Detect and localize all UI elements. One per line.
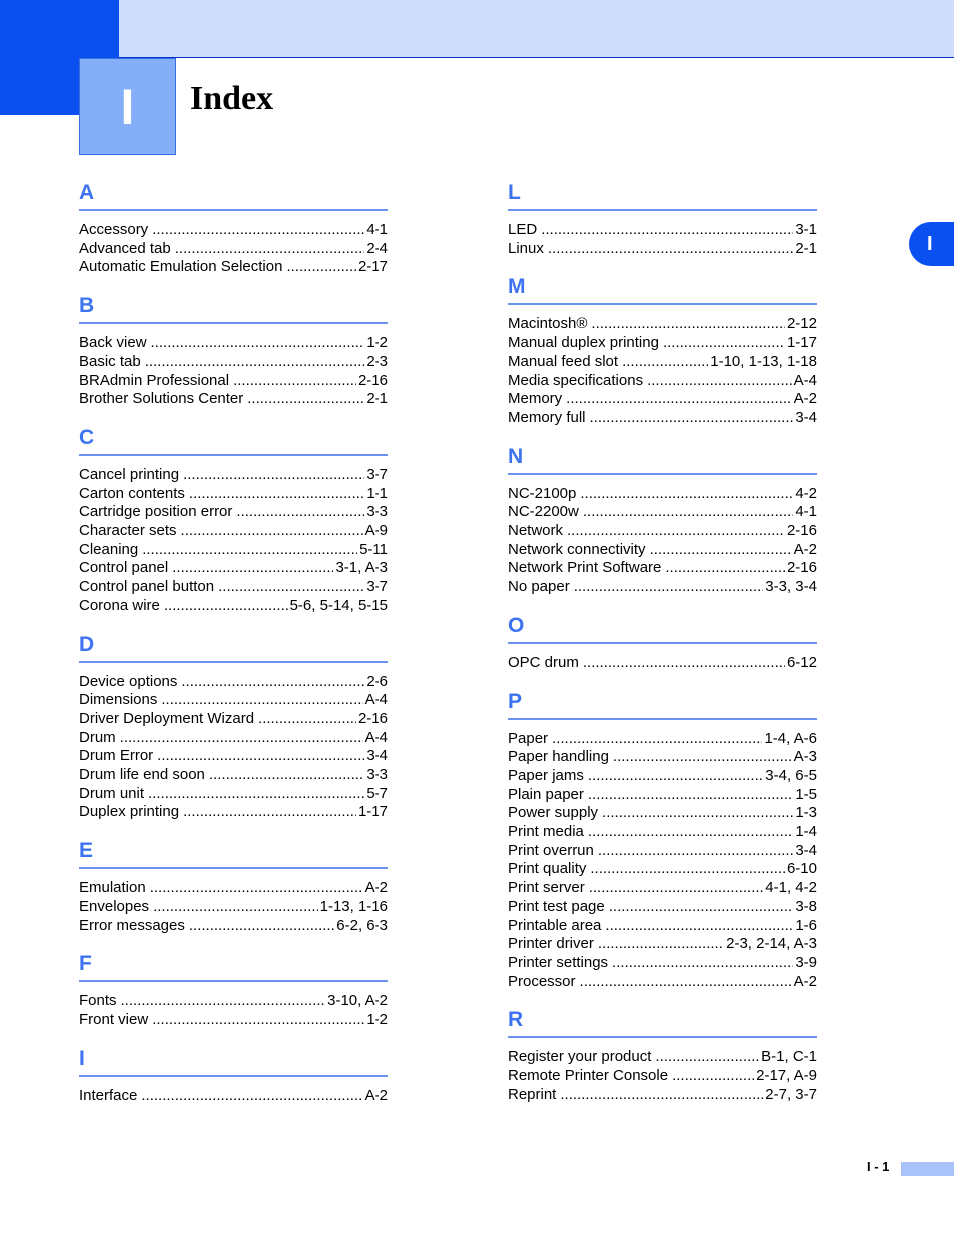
dot-leader <box>622 353 708 372</box>
dot-leader <box>152 1011 364 1030</box>
entry-pages: 6-2, 6-3 <box>336 916 388 934</box>
entry-pages: A-4 <box>364 728 388 746</box>
index-entry[interactable] <box>508 1067 817 1086</box>
index-entry[interactable] <box>508 240 817 259</box>
section-divider <box>508 473 817 475</box>
entry-term: Control panel button <box>79 578 215 596</box>
dot-leader <box>161 691 362 710</box>
chapter-side-tab[interactable]: I <box>909 222 954 266</box>
entry-term: Device options <box>79 672 178 690</box>
index-entry[interactable] <box>79 673 388 692</box>
entry-pages: A-2 <box>793 390 817 408</box>
entry-term: Back view <box>79 334 147 352</box>
index-entry[interactable] <box>508 917 817 936</box>
index-entry[interactable] <box>508 767 817 786</box>
dot-leader <box>209 766 364 785</box>
section-divider <box>508 718 817 720</box>
dot-leader <box>612 954 793 973</box>
entry-pages: 3-3, 3-4 <box>765 578 817 596</box>
dot-leader <box>164 597 288 616</box>
entry-term: Register your product <box>508 1048 652 1066</box>
section-letter: F <box>79 952 92 976</box>
index-entry[interactable] <box>508 954 817 973</box>
dot-leader <box>588 786 793 805</box>
index-entry[interactable] <box>508 372 817 391</box>
entry-term: NC-2200w <box>508 503 579 521</box>
entry-pages: 3-9 <box>795 953 817 971</box>
entry-pages: A-2 <box>364 1086 388 1104</box>
index-entry[interactable] <box>79 898 388 917</box>
entry-pages: 3-3 <box>366 503 388 521</box>
entry-pages: 3-1 <box>795 221 817 238</box>
index-section <box>79 180 388 277</box>
entry-pages: 4-2 <box>795 484 817 502</box>
section-letter: L <box>508 181 521 204</box>
entry-term: Control panel <box>79 559 169 577</box>
entry-pages: A-2 <box>793 540 817 558</box>
entry-pages: 3-7 <box>366 578 388 596</box>
entry-pages: 2-16 <box>357 709 388 727</box>
entry-pages: 6-12 <box>786 653 817 671</box>
index-entry[interactable] <box>79 372 388 391</box>
entry-term: Carton contents <box>79 484 185 502</box>
index-entry[interactable] <box>79 785 388 804</box>
dot-leader <box>142 541 357 560</box>
dot-leader <box>541 221 793 240</box>
entry-term: Character sets <box>79 522 177 540</box>
entry-pages: 1-6 <box>795 916 817 934</box>
index-entry[interactable] <box>79 597 388 616</box>
entry-pages: 2-3 <box>366 352 388 370</box>
dot-leader <box>218 578 364 597</box>
page-title: Index <box>190 80 274 117</box>
entry-pages: 2-17, A-9 <box>756 1067 817 1085</box>
entry-pages: 1-4 <box>795 823 817 841</box>
entry-term: Corona wire <box>79 596 160 614</box>
index-entry[interactable] <box>79 503 388 522</box>
index-section <box>79 632 388 823</box>
entry-pages: 4-1 <box>366 221 388 238</box>
index-entry[interactable] <box>79 559 388 578</box>
dot-leader <box>157 747 364 766</box>
section-letter: M <box>508 275 526 299</box>
index-entry[interactable] <box>79 221 388 240</box>
entry-term: Printable area <box>508 916 602 934</box>
dot-leader <box>613 748 792 767</box>
dot-leader <box>145 353 365 372</box>
index-entry[interactable] <box>508 935 817 954</box>
index-entry[interactable] <box>508 522 817 541</box>
index-entry[interactable] <box>508 879 817 898</box>
entry-pages: 3-8 <box>795 897 817 915</box>
index-entry[interactable] <box>508 654 817 673</box>
dot-leader <box>181 673 364 692</box>
dot-leader <box>247 390 364 409</box>
entry-pages: 3-10, A-2 <box>327 992 388 1010</box>
dot-leader <box>605 917 793 936</box>
entry-term: Macintosh® <box>508 315 588 333</box>
entry-term: Basic tab <box>79 352 141 370</box>
entry-term: OPC drum <box>508 653 579 671</box>
index-entry[interactable] <box>79 710 388 729</box>
entry-pages: 1-2 <box>366 334 388 352</box>
dot-leader <box>151 334 365 353</box>
dot-leader <box>588 823 793 842</box>
entry-pages: 2-6 <box>366 672 388 690</box>
index-section <box>508 689 817 992</box>
entry-pages: 2-7, 3-7 <box>765 1085 817 1103</box>
index-entry[interactable] <box>79 1011 388 1030</box>
entry-term: Media specifications <box>508 371 644 389</box>
entry-term: Paper handling <box>508 748 609 766</box>
entry-pages: 3-4, 6-5 <box>765 766 817 784</box>
dot-leader <box>183 803 356 822</box>
entry-pages: 3-7 <box>366 465 388 483</box>
dot-leader <box>602 804 793 823</box>
section-divider <box>79 209 388 211</box>
dot-leader <box>574 578 764 597</box>
index-entry[interactable] <box>79 992 388 1011</box>
dot-leader <box>286 258 356 277</box>
entry-term: Drum Error <box>79 747 154 765</box>
index-entry[interactable] <box>508 842 817 861</box>
entry-pages: 1-10, 1-13, 1-18 <box>710 352 817 370</box>
index-section <box>508 444 817 597</box>
index-entry[interactable] <box>79 1087 388 1106</box>
dot-leader <box>233 372 356 391</box>
dot-leader <box>236 503 364 522</box>
index-entry[interactable] <box>79 485 388 504</box>
index-entry[interactable] <box>508 748 817 767</box>
index-entry[interactable] <box>79 466 388 485</box>
index-entry[interactable] <box>79 522 388 541</box>
index-entry[interactable] <box>508 1086 817 1105</box>
entry-term: Cancel printing <box>79 465 180 483</box>
entry-pages: 1-13, 1-16 <box>319 897 388 915</box>
index-entry[interactable] <box>508 409 817 428</box>
dot-leader <box>189 917 334 936</box>
index-section <box>508 1007 817 1104</box>
entry-term: Automatic Emulation Selection <box>79 258 283 276</box>
entry-term: Linux <box>508 239 544 257</box>
entry-term: Print overrun <box>508 841 594 859</box>
dot-leader <box>590 409 794 428</box>
dot-leader <box>548 240 793 259</box>
dot-leader <box>647 372 792 391</box>
dot-leader <box>589 879 764 898</box>
section-letter: N <box>508 444 524 468</box>
index-entry[interactable] <box>79 879 388 898</box>
dot-leader <box>121 992 326 1011</box>
index-section <box>79 1046 388 1106</box>
dot-leader <box>580 973 792 992</box>
dot-leader <box>567 522 785 541</box>
entry-pages: A-9 <box>364 522 388 540</box>
dot-leader <box>650 541 792 560</box>
entry-term: No paper <box>508 578 570 596</box>
index-entry[interactable] <box>79 766 388 785</box>
index-section <box>79 293 388 409</box>
index-entry[interactable] <box>79 240 388 259</box>
entry-pages: 2-3, 2-14, A-3 <box>726 935 817 953</box>
entry-term: Network <box>508 522 564 540</box>
section-letter: I <box>79 1046 85 1070</box>
entry-pages: 1-1 <box>366 484 388 502</box>
entry-pages: A-2 <box>364 879 388 897</box>
entry-term: Error messages <box>79 916 185 934</box>
index-entry[interactable] <box>508 503 817 522</box>
entry-pages: 2-1 <box>366 390 388 408</box>
entry-term: Printer settings <box>508 953 609 971</box>
footer-accent-bar <box>901 1162 954 1176</box>
entry-pages: 1-3 <box>795 804 817 822</box>
section-divider <box>79 867 388 869</box>
entry-pages: A-3 <box>793 748 817 766</box>
index-entry[interactable] <box>79 729 388 748</box>
section-divider <box>508 209 817 211</box>
entry-pages: 3-4 <box>366 747 388 765</box>
index-entry[interactable] <box>79 578 388 597</box>
dot-leader <box>663 334 785 353</box>
entry-pages: 2-4 <box>366 239 388 257</box>
entry-term: Print quality <box>508 860 587 878</box>
entry-term: Print test page <box>508 897 605 915</box>
entry-term: Cartridge position error <box>79 503 233 521</box>
index-entry[interactable] <box>508 353 817 372</box>
index-section <box>79 425 388 616</box>
entry-pages: B-1, C-1 <box>761 1048 817 1066</box>
entry-pages: 3-3 <box>366 766 388 784</box>
entry-term: Front view <box>79 1010 149 1028</box>
entry-pages: 2-1 <box>795 239 817 257</box>
section-divider <box>79 454 388 456</box>
entry-term: Power supply <box>508 804 599 822</box>
index-entry[interactable] <box>508 973 817 992</box>
entry-pages: 3-1, A-3 <box>335 559 388 577</box>
dot-leader <box>598 935 724 954</box>
index-section <box>79 838 388 935</box>
index-entry[interactable] <box>508 804 817 823</box>
index-entry[interactable] <box>508 823 817 842</box>
index-entry[interactable] <box>79 353 388 372</box>
dot-leader <box>172 559 333 578</box>
entry-term: Network connectivity <box>508 540 646 558</box>
entry-term: Reprint <box>508 1085 557 1103</box>
entry-term: Manual feed slot <box>508 352 619 370</box>
dot-leader <box>583 503 793 522</box>
index-entry[interactable] <box>508 485 817 504</box>
entry-term: Advanced tab <box>79 239 171 257</box>
dot-leader <box>590 860 785 879</box>
index-entry[interactable] <box>79 390 388 409</box>
index-section <box>508 274 817 427</box>
entry-term: Cleaning <box>79 540 139 558</box>
dot-leader <box>665 559 785 578</box>
entry-term: Memory <box>508 390 563 408</box>
index-entry[interactable] <box>508 390 817 409</box>
entry-term: Fonts <box>79 992 117 1010</box>
dot-leader <box>148 785 364 804</box>
section-letter: O <box>508 613 525 637</box>
index-entry[interactable] <box>508 315 817 334</box>
index-entry[interactable] <box>508 860 817 879</box>
dot-leader <box>580 485 793 504</box>
section-divider <box>79 322 388 324</box>
dot-leader <box>583 654 785 673</box>
entry-pages: 1-17 <box>786 334 817 352</box>
entry-pages: 2-12 <box>786 315 817 333</box>
index-entry[interactable] <box>508 1048 817 1067</box>
entry-pages: 1-5 <box>795 785 817 803</box>
index-entry[interactable] <box>79 691 388 710</box>
entry-term: Interface <box>79 1086 138 1104</box>
dot-leader <box>655 1048 759 1067</box>
dot-leader <box>258 710 356 729</box>
index-entry[interactable] <box>79 334 388 353</box>
entry-pages: 6-10 <box>786 860 817 878</box>
entry-term: Drum life end soon <box>79 766 205 784</box>
entry-term: Network Print Software <box>508 559 662 577</box>
entry-term: Accessory <box>79 221 149 238</box>
section-divider <box>79 980 388 982</box>
entry-pages: 2-17 <box>357 258 388 276</box>
index-entry[interactable] <box>508 898 817 917</box>
dot-leader <box>609 898 794 917</box>
index-entry[interactable] <box>508 578 817 597</box>
section-divider <box>79 661 388 663</box>
entry-term: Plain paper <box>508 785 584 803</box>
index-entry[interactable] <box>79 747 388 766</box>
entry-term: Duplex printing <box>79 803 180 821</box>
entry-term: Drum <box>79 728 116 746</box>
section-divider <box>79 1075 388 1077</box>
section-letter: P <box>508 689 523 713</box>
entry-term: Printer driver <box>508 935 594 953</box>
entry-term: Remote Printer Console <box>508 1067 669 1085</box>
entry-term: Brother Solutions Center <box>79 390 244 408</box>
section-letter: C <box>79 425 95 449</box>
dot-leader <box>598 842 793 861</box>
entry-term: BRAdmin Professional <box>79 371 230 389</box>
entry-pages: 5-7 <box>366 784 388 802</box>
section-letter: B <box>79 294 95 318</box>
dot-leader <box>560 1086 763 1105</box>
dot-leader <box>566 390 791 409</box>
entry-term: Memory full <box>508 408 586 426</box>
entry-term: Drum unit <box>79 784 145 802</box>
index-section <box>508 180 817 258</box>
dot-leader <box>588 767 763 786</box>
entry-pages: 2-16 <box>786 522 817 540</box>
entry-pages: 1-17 <box>357 803 388 821</box>
entry-pages: 2-16 <box>786 559 817 577</box>
entry-term: LED <box>508 221 538 238</box>
entry-term: Manual duplex printing <box>508 334 659 352</box>
entry-pages: 3-4 <box>795 408 817 426</box>
entry-pages: A-4 <box>793 371 817 389</box>
section-letter: D <box>79 632 95 656</box>
dot-leader <box>152 221 364 240</box>
entry-term: Driver Deployment Wizard <box>79 709 255 727</box>
entry-pages: A-2 <box>793 972 817 990</box>
index-entry[interactable] <box>79 803 388 822</box>
page-number: I - 1 <box>867 1159 890 1174</box>
index-entry[interactable] <box>79 541 388 560</box>
dot-leader <box>183 466 364 485</box>
dot-leader <box>552 730 762 749</box>
section-letter: R <box>508 1008 524 1032</box>
entry-term: Print media <box>508 823 584 841</box>
dot-leader <box>150 879 363 898</box>
section-letter: A <box>79 181 95 204</box>
dot-leader <box>181 522 363 541</box>
section-divider <box>508 303 817 305</box>
section-divider <box>508 1036 817 1038</box>
entry-pages: 5-6, 5-14, 5-15 <box>289 596 388 614</box>
dot-leader <box>153 898 318 917</box>
header-bar <box>0 0 954 58</box>
index-section <box>508 613 817 673</box>
dot-leader <box>591 315 785 334</box>
entry-pages: 1-2 <box>366 1010 388 1028</box>
section-divider <box>508 642 817 644</box>
index-entry[interactable] <box>508 559 817 578</box>
entry-pages: 3-4 <box>795 841 817 859</box>
dot-leader <box>120 729 363 748</box>
index-entry[interactable] <box>508 221 817 240</box>
dot-leader <box>672 1067 754 1086</box>
entry-pages: A-4 <box>364 691 388 709</box>
index-entry[interactable] <box>508 786 817 805</box>
entry-term: Dimensions <box>79 691 158 709</box>
entry-term: Paper jams <box>508 766 584 784</box>
dot-leader <box>189 485 364 504</box>
entry-term: Emulation <box>79 879 146 897</box>
dot-leader <box>141 1087 362 1106</box>
entry-pages: 5-11 <box>359 540 388 558</box>
entry-term: Envelopes <box>79 897 150 915</box>
section-letter: E <box>79 839 94 863</box>
index-column-left <box>79 180 388 1121</box>
chapter-badge: I <box>79 58 176 155</box>
entry-term: Processor <box>508 972 576 990</box>
index-column-right <box>508 180 817 1121</box>
index-entry[interactable] <box>508 730 817 749</box>
entry-term: Paper <box>508 729 549 747</box>
entry-pages: 1-4, A-6 <box>764 729 817 747</box>
entry-term: NC-2100p <box>508 484 577 502</box>
entry-pages: 4-1 <box>795 503 817 521</box>
index-section <box>79 951 388 1029</box>
entry-pages: 4-1, 4-2 <box>765 879 817 897</box>
dot-leader <box>175 240 365 259</box>
index-entry[interactable] <box>508 334 817 353</box>
index-entry[interactable] <box>79 258 388 277</box>
entry-pages: 2-16 <box>357 371 388 389</box>
entry-term: Print server <box>508 879 585 897</box>
index-entry[interactable] <box>508 541 817 560</box>
index-entry[interactable] <box>79 917 388 936</box>
